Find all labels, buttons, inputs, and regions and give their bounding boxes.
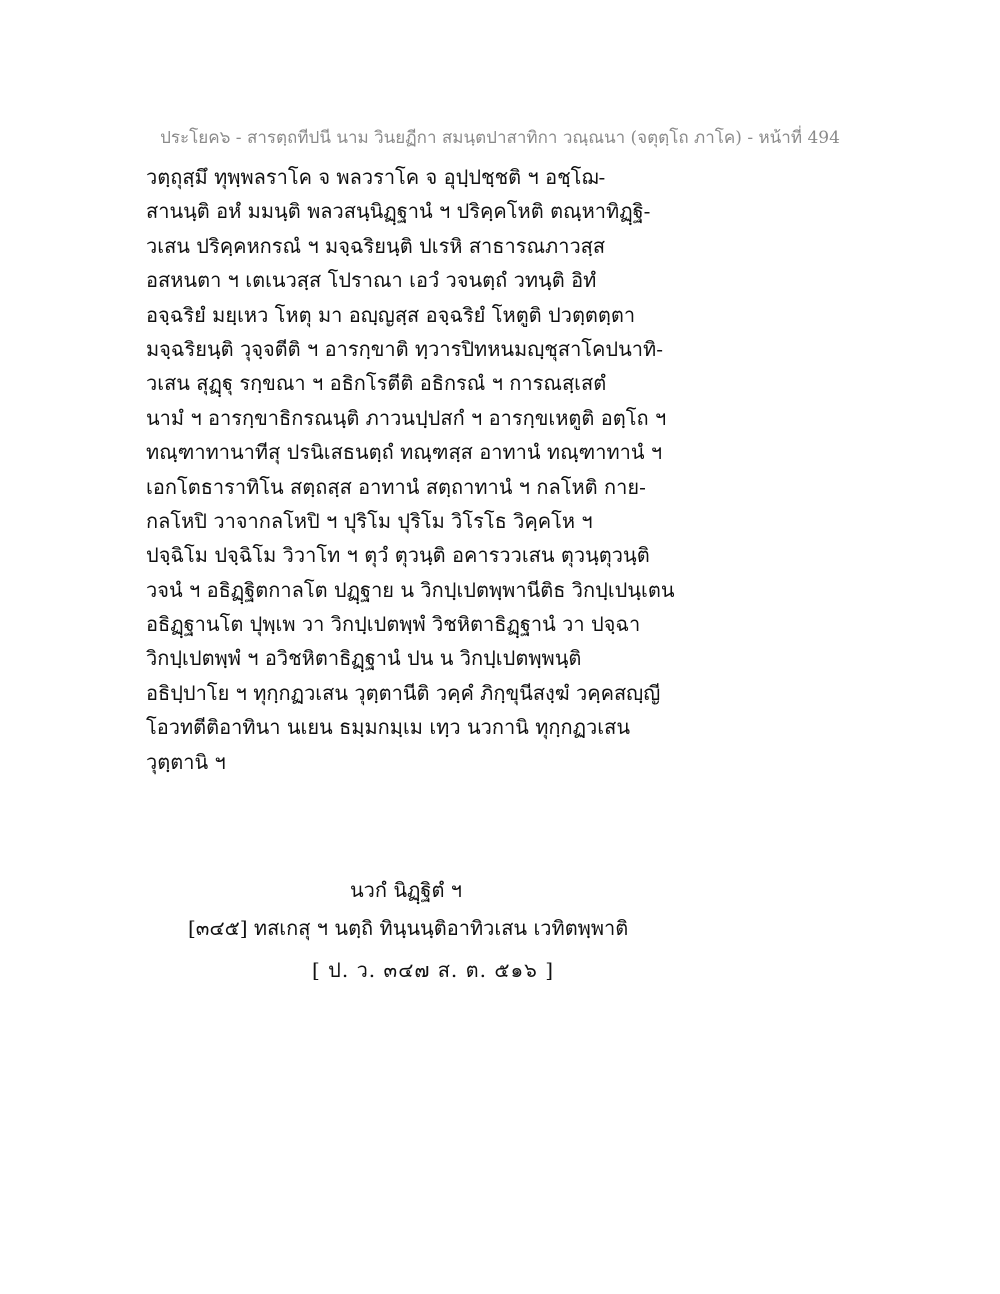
text-line: ทณฺฑาทานาทีสุ ปรนิเสธนตฺถํ ทณฺฑสฺส อาทานํ ทณฺฑาทานํ ฯ bbox=[146, 440, 663, 465]
text-line: นามํ ฯ อารกฺขาธิกรณนฺติ ภาวนปฺปสกํ ฯ อารกฺขเหตูติ อตฺโถ ฯ bbox=[146, 405, 667, 430]
text-line: วเสน สุฏฺฐุ รกฺขณา ฯ อธิกโรตีติ อธิกรณํ ฯ การณสฺเสตํ bbox=[146, 371, 607, 396]
text-line: อธิฏฺฐานโต ปุพฺเพ วา วิกปฺเปตพฺพํ วิชหิตาธิฏฺฐานํ วา ปจฺฉา bbox=[146, 612, 641, 637]
text-line: วเสน ปริคฺคหกรณํ ฯ มจฺฉริยนฺติ ปเรหิ สาธารณภาวสฺส bbox=[146, 233, 606, 258]
text-line: สานนฺติ อหํ มมนฺติ พลวสนฺนิฏฺฐานํ ฯ ปริคฺคโหติ ตณฺหาทิฏฺฐิ- bbox=[146, 199, 651, 224]
source-reference: [ ป. ว. ๓๔๗ ส. ต. ๕๑๖ ] bbox=[312, 958, 555, 982]
text-line: ปจฺฉิโม ปจฺฉิโม วิวาโท ฯ ตุวํ ตุวนฺติ อคารววเสน ตุวนฺตุวนฺติ bbox=[146, 543, 650, 568]
text-line: อธิปฺปาโย ฯ ทุกฺกฏวเสน วุตฺตานีติ วคฺคํ ภิกฺขุนีสงฺฆํ วคฺคสญฺญี bbox=[146, 680, 661, 705]
text-line: เอกโตธาราทิโน สตฺถสฺส อาทานํ สตฺถาทานํ ฯ กลโหติ กาย- bbox=[146, 474, 646, 499]
footnote: [๓๔๕] ทสเกสุ ฯ นตฺถิ ทินฺนนฺติอาทิวเสน เวทิตพฺพาติ bbox=[188, 916, 629, 940]
text-line: โอวทตีติอาทินา นเยน ธมฺมกมฺเม เทฺว นวกานิ ทุกฺกฏวเสน bbox=[146, 715, 630, 740]
text-line: วจนํ ฯ อธิฏฺฐิตกาลโต ปฏฺฐาย น วิกปฺเปตพฺพานีติธ วิกปฺเปนฺเตน bbox=[146, 577, 675, 602]
body-text bbox=[146, 160, 706, 779]
text-line: อจฺฉริยํ มยฺเหว โหตุ มา อญฺญสฺส อจฺฉริยํ โหตูติ ปวตฺตตฺตา bbox=[146, 302, 636, 327]
section-end-line: นวกํ นิฏฺฐิตํ ฯ bbox=[349, 878, 463, 902]
text-line: มจฺฉริยนฺติ วุจฺจตีติ ฯ อารกฺขาติ ทฺวารปิทหนมญฺชุสาโคปนาทิ- bbox=[146, 336, 663, 361]
text-line: อสหนตา ฯ เตเนวสฺส โปราณา เอวํ วจนตฺถํ วทนฺติ อิทํ bbox=[146, 268, 597, 293]
text-line: วิกปฺเปตพฺพํ ฯ อวิชหิตาธิฏฺฐานํ ปน น วิกปฺเปตพฺพนฺติ bbox=[146, 646, 582, 671]
text-line: วุตฺตานิ ฯ bbox=[146, 749, 226, 774]
running-header: ประโยค๖ - สารตฺถทีปนี นาม วินยฏีกา สมนฺตปาสาทิกา วณฺณนา (จตุตฺโถ ภาโค) - หน้าที่ 494 bbox=[160, 128, 840, 148]
text-line: กลโหปิ วาจากลโหปิ ฯ ปุริโม ปุริโม วิโรโธ วิคฺคโห ฯ bbox=[146, 508, 593, 533]
text-line: วตฺถุสฺมึ ทุพฺพลราโค จ พลวราโค จ อุปฺปชฺชติ ฯ อชฺโฌ- bbox=[146, 165, 606, 189]
